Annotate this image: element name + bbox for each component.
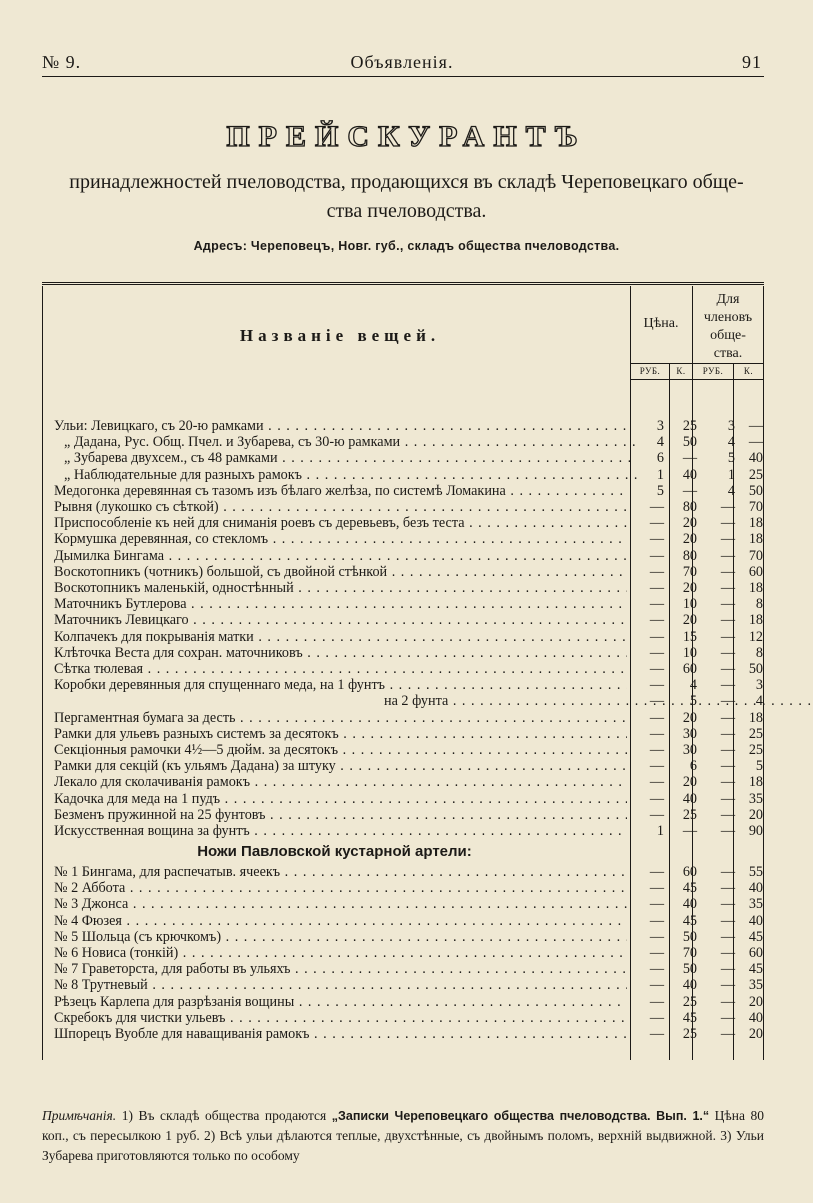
member-price-rub: — — [720, 499, 735, 515]
member-price-rub: 3 — [727, 418, 735, 434]
member-price-kop: 25 — [748, 742, 763, 758]
price-list-subtitle — [30, 168, 783, 226]
item-name: на 2 фунта . . . — [54, 693, 813, 709]
member-price-kop: 60 — [748, 563, 763, 580]
item-name: № 5 Шольца (съ крючкомъ) . . . — [54, 929, 627, 945]
item-name: Рамки для ульевъ разныхъ системъ за десятокъ . . . — [54, 726, 627, 742]
price-rub: — — [649, 945, 664, 961]
item-name: Рамки для секцій (къ ульямъ Дадана) за штуку . . . — [54, 758, 627, 774]
price-kop: 30 — [682, 742, 697, 758]
price-kop: 15 — [682, 628, 697, 645]
price-kop: 20 — [682, 612, 697, 629]
member-price-rub: 5 — [727, 450, 735, 467]
column-header-members — [692, 291, 764, 363]
member-price-rub: — — [720, 709, 735, 726]
price-rub: — — [649, 758, 664, 775]
price-kop: 30 — [682, 725, 697, 742]
member-price-rub: — — [720, 742, 735, 758]
item-name: № 1 Бингама, для распечатыв. ячеекъ . . . — [54, 864, 627, 880]
member-price-rub: — — [720, 644, 735, 661]
item-name: Коробки деревянныя для спущеннаго меда, на 1 фунтъ . . . — [54, 677, 627, 693]
member-price-rub: — — [720, 880, 735, 897]
price-kop: 10 — [682, 596, 697, 613]
price-rub: — — [649, 515, 664, 532]
issue-number: № 9. — [42, 52, 82, 72]
member-price-kop: 20 — [748, 1026, 763, 1042]
item-name: № 6 Новиса (тонкій) . . . — [54, 945, 627, 961]
member-price-kop: 20 — [748, 993, 763, 1010]
running-head — [42, 52, 762, 74]
price-rub: — — [649, 912, 664, 929]
member-price-rub: — — [720, 864, 735, 880]
price-rub: — — [649, 499, 664, 515]
item-name: № 7 Граветорста, для работы въ ульяхъ . . . — [54, 961, 627, 977]
item-name: „ Дадана, Рус. Общ. Пчел. и Зубарева, съ 30-ю рамками . . . — [54, 434, 637, 450]
item-name: Безменъ пружинной на 25 фунтовъ . . . — [54, 807, 627, 823]
price-rub: — — [649, 1026, 664, 1042]
member-price-kop: 40 — [748, 912, 763, 929]
item-name: Секціонныя рамочки 4½—5 дюйм. за десятокъ . . . — [54, 742, 627, 758]
price-list-title: ПРЕЙСКУРАНТЪ — [226, 120, 587, 153]
item-name: Шпорецъ Вуобле для наващиванія рамокъ . . . — [54, 1026, 627, 1042]
member-price-rub: — — [720, 531, 735, 548]
price-kop: — — [682, 450, 697, 467]
member-price-kop: 18 — [748, 531, 763, 548]
item-name: Колпачекъ для покрыванія матки . . . — [54, 629, 627, 645]
section-title: Объявленія. — [350, 52, 454, 72]
price-rub: — — [649, 628, 664, 645]
member-price-rub: — — [720, 580, 735, 596]
price-rub: — — [649, 563, 664, 580]
price-rub: — — [649, 677, 664, 694]
price-kop: 20 — [682, 531, 697, 548]
member-price-kop: 50 — [748, 661, 763, 677]
member-price-kop: 8 — [755, 644, 763, 661]
member-price-kop: — — [748, 434, 763, 451]
price-rub: 4 — [656, 434, 664, 451]
price-kop: 25 — [682, 806, 697, 823]
table-top-rule — [42, 282, 764, 285]
item-name: Маточникъ Левицкаго . . . — [54, 612, 627, 628]
price-kop: 20 — [682, 580, 697, 596]
footnote — [42, 1106, 764, 1166]
item-name: Ульи: Левицкаго, съ 20-ю рамками . . . — [54, 418, 627, 434]
member-price-rub: — — [720, 758, 735, 775]
note-lead: Примѣчанія. — [42, 1108, 117, 1123]
table-units-rule-bottom — [630, 379, 764, 380]
price-kop: 45 — [682, 1009, 697, 1026]
item-name: Приспособленіе къ ней для сниманія роевъ съ деревьевъ, безъ теста . . . — [54, 515, 627, 531]
table-left-rule — [42, 286, 43, 1060]
address: Адресъ: Череповецъ, Новг. губ., складъ общества пчеловодства. — [193, 239, 620, 253]
price-kop: 40 — [682, 790, 697, 807]
member-price-rub: — — [720, 928, 735, 945]
item-name: Клѣточка Веста для сохран. маточниковъ . . . — [54, 645, 627, 661]
member-price-kop: 45 — [748, 928, 763, 945]
member-price-kop: 25 — [748, 466, 763, 483]
price-kop: — — [682, 482, 697, 499]
item-name: Скребокъ для чистки ульевъ . . . — [54, 1010, 627, 1026]
members-header-line-2: членовъ — [703, 310, 753, 325]
header-rule — [42, 76, 764, 77]
column-header-price: Цѣна. — [643, 316, 679, 331]
table-right-rule — [763, 286, 764, 1060]
member-price-rub: 4 — [727, 482, 735, 499]
member-price-kop: 18 — [748, 612, 763, 629]
note-text-2: Цѣна 80 коп., съ пересылкою 1 руб. 2) Всѣ ульи дѣлаются теплые, двухстѣнные, съ двойнымъ поломъ, верхній выдвижной. 3) Ульи Зубарева приготовляются только по особому — [42, 1108, 764, 1163]
member-price-kop: 18 — [748, 580, 763, 596]
member-price-rub: 4 — [727, 434, 735, 451]
item-name: „ Зубарева двухсем., съ 48 рамками . . . — [54, 450, 637, 466]
price-kop: 40 — [682, 466, 697, 483]
members-header-line-3: обще- — [710, 328, 746, 343]
item-name: „ Наблюдательные для разныхъ рамокъ . . . — [54, 467, 637, 483]
member-price-kop: 8 — [755, 596, 763, 613]
price-kop: 40 — [682, 896, 697, 913]
member-price-rub: — — [720, 725, 735, 742]
member-price-rub: — — [720, 628, 735, 645]
price-rub: — — [649, 531, 664, 548]
item-name: Медогонка деревянная съ тазомъ изъ бѣлаго желѣза, по системѣ Ломакина . . . — [54, 483, 627, 499]
item-name: Кормушка деревянная, со стекломъ . . . — [54, 531, 627, 547]
item-name: Дымилка Бингама . . . — [54, 548, 627, 564]
subtitle-line-2: ства пчеловодства. — [326, 200, 487, 222]
member-price-kop: 40 — [748, 1009, 763, 1026]
price-kop: 4 — [689, 677, 697, 694]
price-rub: 1 — [656, 823, 664, 839]
price-kop: 50 — [682, 434, 697, 451]
price-kop: 25 — [682, 1026, 697, 1042]
member-price-rub: — — [720, 515, 735, 532]
page-number: 91 — [742, 52, 762, 72]
price-kop: 10 — [682, 644, 697, 661]
member-price-rub: — — [720, 563, 735, 580]
price-kop: 5 — [689, 693, 697, 710]
member-price-kop: 90 — [748, 823, 763, 839]
price-rub: 1 — [656, 466, 664, 483]
column-header-name: Названіе вещей. — [239, 326, 441, 345]
price-rub: — — [649, 596, 664, 613]
member-price-rub: — — [720, 1009, 735, 1026]
member-price-kop: — — [748, 418, 763, 434]
item-name: № 2 Аббота . . . — [54, 880, 627, 896]
member-price-rub: — — [720, 945, 735, 961]
item-name: № 3 Джонса . . . — [54, 896, 627, 912]
item-name: Маточникъ Бутлерова . . . — [54, 596, 627, 612]
member-price-kop: 18 — [748, 515, 763, 532]
price-rub: — — [649, 977, 664, 994]
item-name: Лекало для сколачиванія рамокъ . . . — [54, 774, 627, 790]
subtitle-line-1: принадлежностей пчеловодства, продающихся въ складѣ Череповецкаго обще- — [69, 171, 744, 193]
price-rub: — — [649, 928, 664, 945]
member-price-rub: — — [720, 1026, 735, 1042]
member-price-rub: — — [720, 677, 735, 694]
item-name: Рѣзецъ Карлепа для разрѣзанія вощины . . . — [54, 994, 627, 1010]
member-price-kop: 35 — [748, 896, 763, 913]
member-price-kop: 50 — [748, 482, 763, 499]
price-rub: — — [649, 580, 664, 596]
member-price-kop: 35 — [748, 977, 763, 994]
member-price-kop: 18 — [748, 709, 763, 726]
member-price-rub: — — [720, 693, 735, 710]
note-bold-title: „Записки Череповецкаго общества пчеловодства. Вып. 1.“ — [331, 1109, 710, 1123]
members-header-line-4: ства. — [713, 346, 743, 361]
price-kop: 60 — [682, 661, 697, 677]
member-price-kop: 70 — [748, 547, 763, 564]
unit-rub-members: РУБ. — [702, 366, 724, 376]
price-kop: 50 — [682, 928, 697, 945]
price-rub: — — [649, 896, 664, 913]
item-name: Воскотопникъ (чотникъ) большой, съ двойной стѣнкой . . . — [54, 564, 627, 580]
price-kop: 70 — [682, 945, 697, 961]
price-rub: — — [649, 1009, 664, 1026]
price-kop: 45 — [682, 880, 697, 897]
member-price-kop: 25 — [748, 725, 763, 742]
price-rub: — — [649, 693, 664, 710]
price-rub: — — [649, 612, 664, 629]
member-price-rub: — — [720, 790, 735, 807]
note-text-1: 1) Въ складѣ общества продаются — [116, 1108, 332, 1123]
price-kop: 80 — [682, 547, 697, 564]
item-name: Рывня (лукошко съ сѣткой) . . . — [54, 499, 627, 515]
member-price-kop: 20 — [748, 806, 763, 823]
member-price-rub: — — [720, 977, 735, 994]
price-kop: 60 — [682, 864, 697, 880]
price-rub: — — [649, 709, 664, 726]
member-price-rub: — — [720, 661, 735, 677]
section-heading-knives: Ножи Павловской кустарной артели: — [197, 843, 472, 860]
price-kop: 70 — [682, 563, 697, 580]
unit-rub: РУБ. — [639, 366, 661, 376]
member-price-kop: 5 — [755, 758, 763, 775]
member-price-rub: — — [720, 896, 735, 913]
price-kop: — — [682, 823, 697, 839]
price-kop: 50 — [682, 961, 697, 978]
price-rub: — — [649, 644, 664, 661]
price-rub: — — [649, 742, 664, 758]
item-name: Кадочка для меда на 1 пудъ . . . — [54, 791, 627, 807]
member-price-rub: — — [720, 774, 735, 791]
table-divider-price — [630, 286, 631, 1060]
price-kop: 25 — [682, 993, 697, 1010]
item-name: № 4 Фюзея . . . — [54, 913, 627, 929]
price-rub: — — [649, 661, 664, 677]
price-rub: — — [649, 961, 664, 978]
item-name: Воскотопникъ маленькій, одностѣнный . . . — [54, 580, 627, 596]
member-price-kop: 35 — [748, 790, 763, 807]
member-price-rub: 1 — [727, 466, 735, 483]
item-name: Сѣтка тюлевая . . . — [54, 661, 627, 677]
member-price-kop: 70 — [748, 499, 763, 515]
price-kop: 20 — [682, 515, 697, 532]
price-kop: 80 — [682, 499, 697, 515]
members-header-line-1: Для — [716, 292, 740, 307]
unit-kop: К. — [676, 366, 686, 376]
item-name: № 8 Трутневый . . . — [54, 977, 627, 993]
price-rub: — — [649, 547, 664, 564]
member-price-kop: 60 — [748, 945, 763, 961]
price-rub: — — [649, 774, 664, 791]
unit-kop-members: К. — [743, 366, 754, 376]
table-units-rule-top — [630, 363, 764, 364]
member-price-kop: 4 — [755, 693, 763, 710]
member-price-rub: — — [720, 823, 735, 839]
member-price-kop: 40 — [748, 880, 763, 897]
price-kop: 25 — [682, 418, 697, 434]
price-kop: 45 — [682, 912, 697, 929]
price-rub: 3 — [656, 418, 664, 434]
price-rub: — — [649, 864, 664, 880]
member-price-kop: 12 — [748, 628, 763, 645]
member-price-kop: 3 — [755, 677, 763, 694]
member-price-kop: 55 — [748, 864, 763, 880]
member-price-kop: 45 — [748, 961, 763, 978]
price-kop: 6 — [689, 758, 697, 775]
price-rub: 5 — [656, 482, 664, 499]
item-name: Искусственная вощина за фунтъ . . . — [54, 823, 627, 839]
member-price-rub: — — [720, 547, 735, 564]
price-kop: 20 — [682, 709, 697, 726]
price-rub: 6 — [656, 450, 664, 467]
price-rub: — — [649, 790, 664, 807]
item-name: Пергаментная бумага за десть . . . — [54, 710, 627, 726]
price-rub: — — [649, 806, 664, 823]
member-price-rub: — — [720, 806, 735, 823]
price-rub: — — [649, 993, 664, 1010]
price-rub: — — [649, 725, 664, 742]
member-price-rub: — — [720, 912, 735, 929]
price-kop: 20 — [682, 774, 697, 791]
member-price-kop: 40 — [748, 450, 763, 467]
member-price-rub: — — [720, 596, 735, 613]
member-price-rub: — — [720, 993, 735, 1010]
member-price-rub: — — [720, 612, 735, 629]
member-price-rub: — — [720, 961, 735, 978]
member-price-kop: 18 — [748, 774, 763, 791]
price-kop: 40 — [682, 977, 697, 994]
price-rub: — — [649, 880, 664, 897]
